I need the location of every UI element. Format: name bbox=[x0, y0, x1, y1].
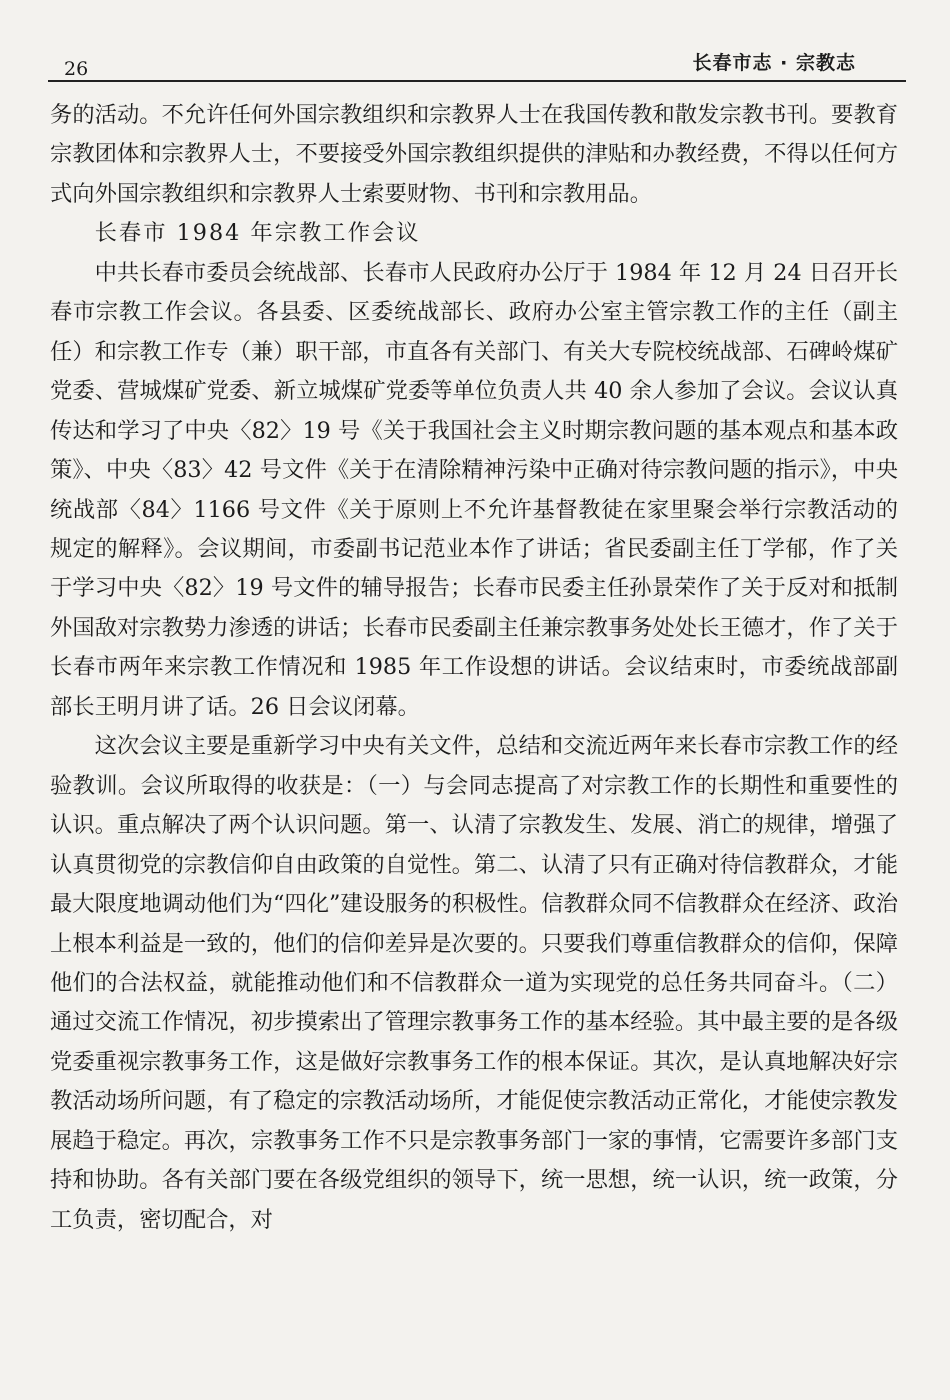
page-number: 26 bbox=[64, 58, 89, 80]
paragraph-continuation: 务的活动。不允许任何外国宗教组织和宗教界人士在我国传教和散发宗教书刊。要教育宗教团体和宗教界人士，不要接受外国宗教组织提供的津贴和办教经费，不得以任何方式向外国宗教组织和宗教界人士索要财物、书刊和宗教用品。 bbox=[50, 102, 898, 207]
section-heading: 长春市 1984 年宗教工作会议 bbox=[94, 220, 421, 247]
paragraph-meeting: 中共长春市委员会统战部、长春市人民政府办公厅于 1984 年 12 月 24 日召开长春市宗教工作会议。各县委、区委统战部长、政府办公室主管宗教工作的主任（副主任）和宗教工作专（兼）职干部，市直各有关部门、有关大专院校统战部、石碑岭煤矿党委、营城煤矿党委、新立城煤矿党委等单位负责人共 40 余人参加了会议。会议认真传达和学习了中央〈82〉19 号《关于我国社会主义时期宗教问题的基本观点和基本政策》、中央〈83〉42 号文件《关于在清除精神污染中正确对待宗教问题的指示》，中央统战部〈84〉1166 号文件《关于原则上不允许基督教徒在家里聚会举行宗教活动的规定的解释》。会议期间，市委副书记范业本作了讲话；省民委副主任丁学郁，作了关于学习中央〈82〉19 号文件的辅导报告；长春市民委主任孙景荣作了关于反对和抵制外国敌对宗教势力渗透的讲话；长春市民委副主任兼宗教事务处处长王德才，作了关于长春市两年来宗教工作情况和 1985 年工作设想的讲话。会议结束时，市委统战部副部长王明月讲了话。26 日会议闭幕。 bbox=[50, 259, 898, 720]
paragraph-summary: 这次会议主要是重新学习中央有关文件，总结和交流近两年来长春市宗教工作的经验教训。会议所取得的收获是：（一）与会同志提高了对宗教工作的长期性和重要性的认识。重点解决了两个认识问题。第一、认清了宗教发生、发展、消亡的规律，增强了认真贯彻党的宗教信仰自由政策的自觉性。第二、认清了只有正确对待信教群众，才能最大限度地调动他们为“四化”建设服务的积极性。信教群众同不信教群众在经济、政治上根本利益是一致的，他们的信仰差异是次要的。只要我们尊重信教群众的信仰，保障他们的合法权益，就能推动他们和不信教群众一道为实现党的总任务共同奋斗。（二）通过交流工作情况，初步摸索出了管理宗教事务工作的基本经验。其中最主要的是各级党委重视宗教事务工作，这是做好宗教事务工作的根本保证。其次，是认真地解决好宗教活动场所问题，有了稳定的宗教活动场所，才能促使宗教活动正常化，才能使宗教发展趋于稳定。再次，宗教事务工作不只是宗教事务部门一家的事情，它需要许多部门支持和协助。各有关部门要在各级党组织的领导下，统一思想，统一认识，统一政策，分工负责，密切配合，对 bbox=[50, 733, 898, 1233]
body-text bbox=[50, 96, 898, 1240]
page-header bbox=[48, 44, 906, 82]
running-title: 长春市志 · 宗教志 bbox=[692, 52, 856, 74]
